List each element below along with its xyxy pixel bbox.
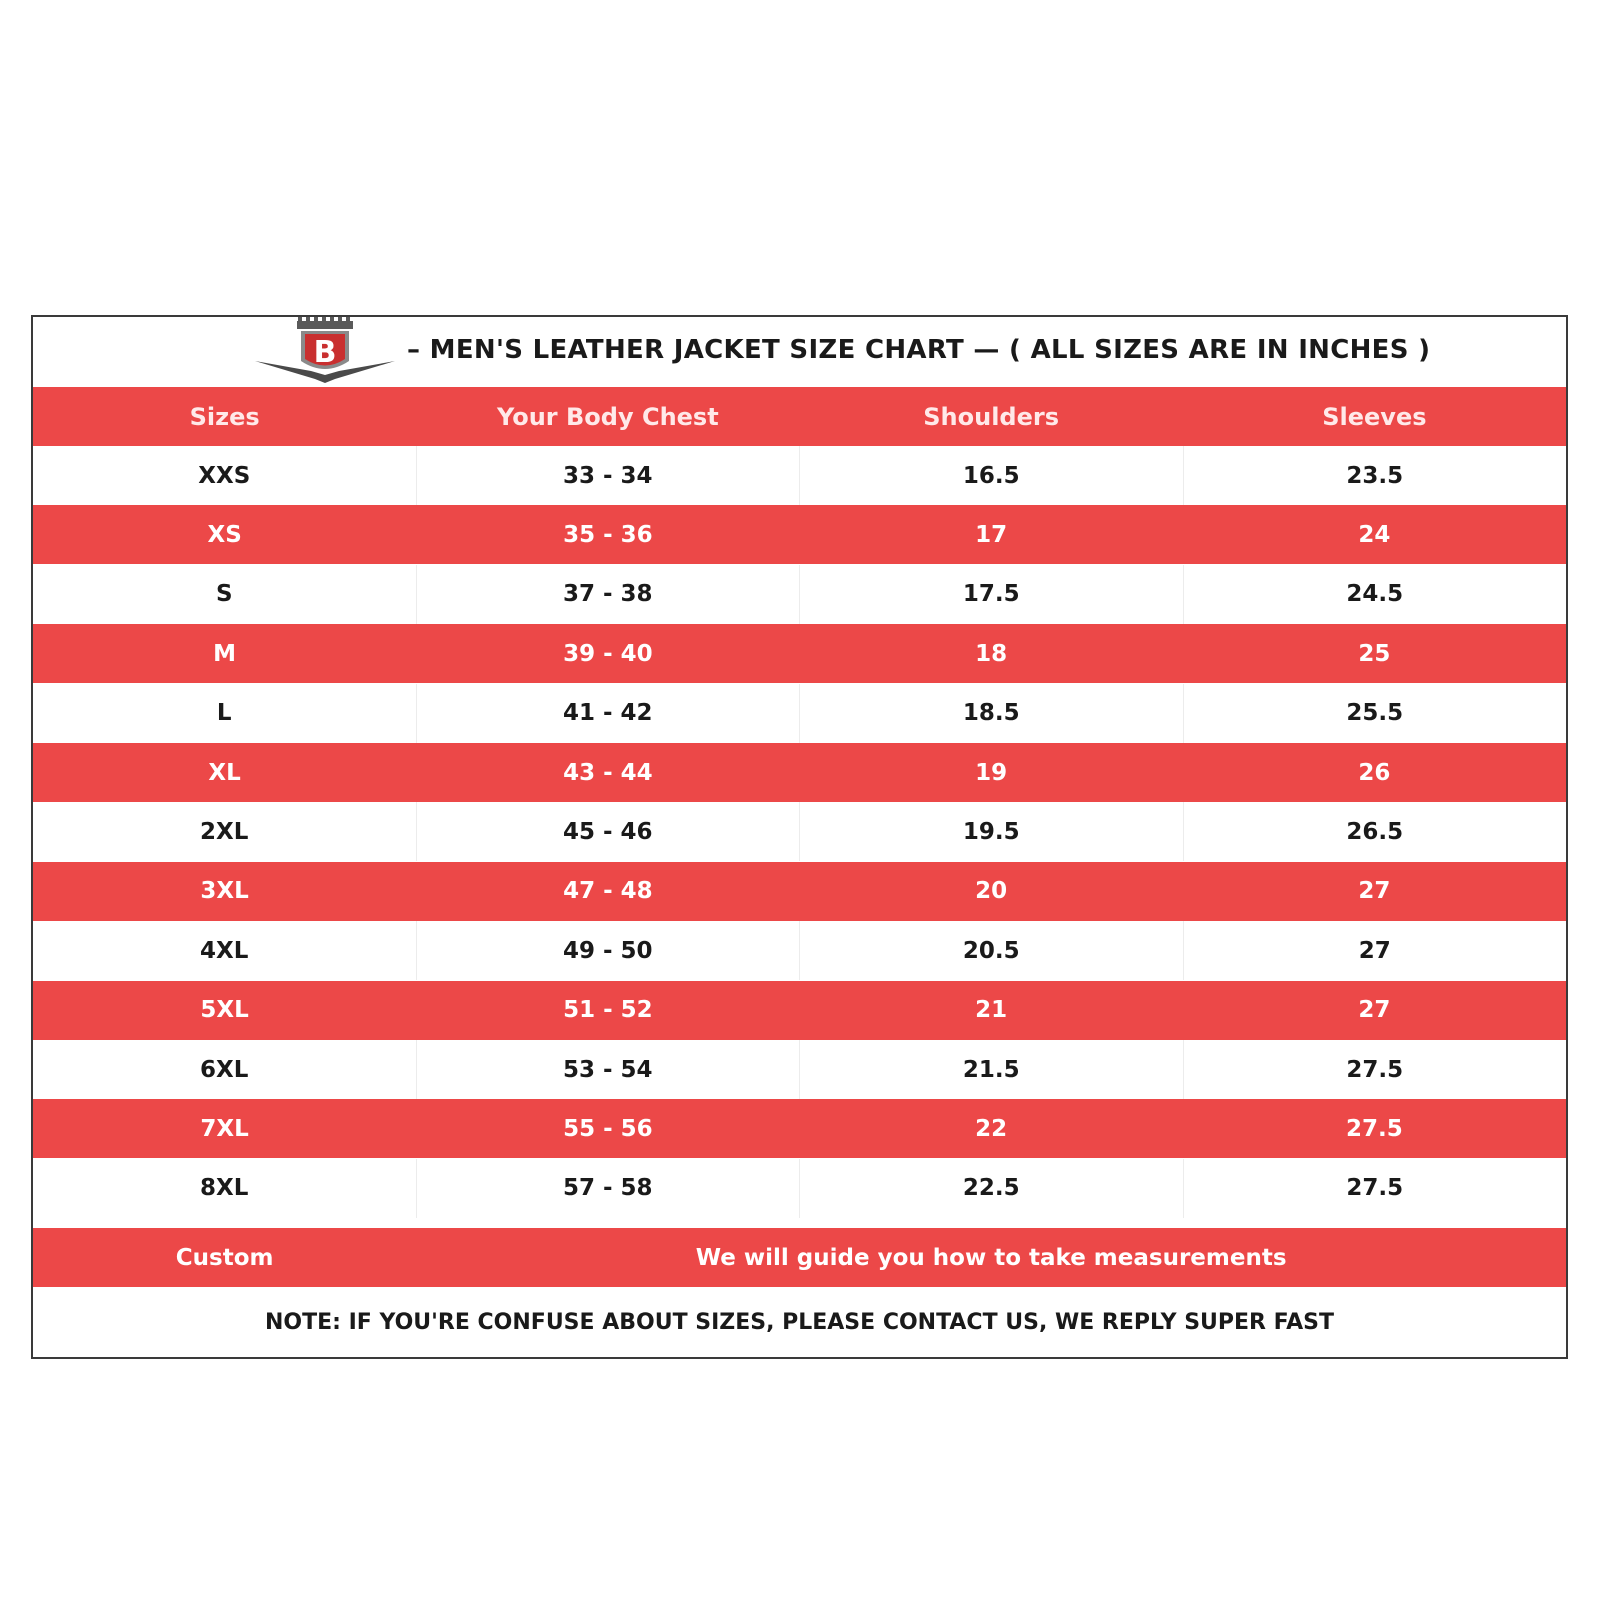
shoulders-cell: 19 (975, 759, 1008, 786)
shoulders-cell: 18 (975, 640, 1008, 667)
chest-cell: 55 - 56 (563, 1115, 653, 1142)
sleeves-cell: 27 (1358, 997, 1391, 1024)
size-cell: XS (207, 521, 242, 548)
size-cell: 3XL (200, 878, 249, 905)
chest-cell: 51 - 52 (563, 997, 653, 1024)
header-sleeves: Sleeves (1322, 402, 1427, 431)
size-chart (31, 315, 1568, 1359)
title-row (33, 317, 1566, 387)
chest-cell: 53 - 54 (416, 1040, 800, 1099)
chart-title: – MEN'S LEATHER JACKET SIZE CHART — ( ALL SIZES ARE IN INCHES ) (407, 335, 1431, 365)
sleeves-cell: 26.5 (1183, 802, 1567, 861)
table-row (33, 446, 1566, 505)
sleeves-cell: 25.5 (1183, 684, 1567, 743)
table-row (33, 981, 1566, 1040)
sleeves-cell: 27 (1183, 921, 1567, 980)
shoulders-cell: 17.5 (799, 565, 1183, 624)
svg-text:B: B (313, 335, 337, 370)
custom-text: We will guide you how to take measurements (695, 1244, 1287, 1271)
table-row (33, 802, 1566, 861)
sleeves-cell: 23.5 (1183, 446, 1567, 505)
table-row (33, 1099, 1566, 1158)
chest-cell: 45 - 46 (416, 802, 800, 861)
shoulders-cell: 17 (975, 521, 1008, 548)
table-row (33, 921, 1566, 980)
shoulders-cell: 16.5 (799, 446, 1183, 505)
chest-cell: 49 - 50 (416, 921, 800, 980)
chest-cell: 41 - 42 (416, 684, 800, 743)
table-header (33, 387, 1566, 446)
chest-cell: 57 - 58 (416, 1159, 800, 1218)
custom-label: Custom (175, 1244, 274, 1271)
size-cell: L (216, 700, 232, 727)
shoulders-cell: 20.5 (799, 921, 1183, 980)
header-chest: Your Body Chest (497, 402, 719, 431)
size-cell: XL (208, 759, 241, 786)
table-row (33, 862, 1566, 921)
size-cell: 4XL (200, 937, 249, 964)
size-cell: 8XL (200, 1175, 249, 1202)
size-cell: XXS (198, 462, 251, 489)
size-cell: M (213, 640, 237, 667)
table-row (33, 1159, 1566, 1218)
chest-cell: 35 - 36 (563, 521, 653, 548)
custom-row (33, 1228, 1566, 1287)
shoulders-cell: 21.5 (799, 1040, 1183, 1099)
shoulders-cell: 22 (975, 1115, 1008, 1142)
sleeves-cell: 24.5 (1183, 565, 1567, 624)
size-cell: 2XL (200, 818, 249, 845)
chest-cell: 33 - 34 (416, 446, 800, 505)
chest-cell: 37 - 38 (416, 565, 800, 624)
shoulders-cell: 18.5 (799, 684, 1183, 743)
brand-crest-icon (255, 317, 395, 387)
shoulders-cell: 19.5 (799, 802, 1183, 861)
chest-cell: 47 - 48 (563, 878, 653, 905)
table-row (33, 505, 1566, 564)
note-text: NOTE: IF YOU'RE CONFUSE ABOUT SIZES, PLEASE CONTACT US, WE REPLY SUPER FAST (264, 1309, 1335, 1335)
shoulders-cell: 22.5 (799, 1159, 1183, 1218)
table-row (33, 624, 1566, 683)
sleeves-cell: 25 (1358, 640, 1391, 667)
header-sizes: Sizes (189, 402, 260, 431)
sleeves-cell: 26 (1358, 759, 1391, 786)
table-row (33, 743, 1566, 802)
chest-cell: 39 - 40 (563, 640, 653, 667)
sleeves-cell: 27.5 (1183, 1159, 1567, 1218)
table-row (33, 1040, 1566, 1099)
shoulders-cell: 21 (975, 997, 1008, 1024)
shoulders-cell: 20 (975, 878, 1008, 905)
table-row (33, 684, 1566, 743)
table-row (33, 565, 1566, 624)
size-cell: S (215, 581, 233, 608)
chest-cell: 43 - 44 (563, 759, 653, 786)
sleeves-cell: 24 (1358, 521, 1391, 548)
size-cell: 6XL (200, 1056, 249, 1083)
sleeves-cell: 27.5 (1346, 1115, 1403, 1142)
sleeves-cell: 27 (1358, 878, 1391, 905)
sleeves-cell: 27.5 (1183, 1040, 1567, 1099)
header-shoulders: Shoulders (923, 402, 1059, 431)
size-cell: 5XL (200, 997, 249, 1024)
size-cell: 7XL (200, 1115, 249, 1142)
